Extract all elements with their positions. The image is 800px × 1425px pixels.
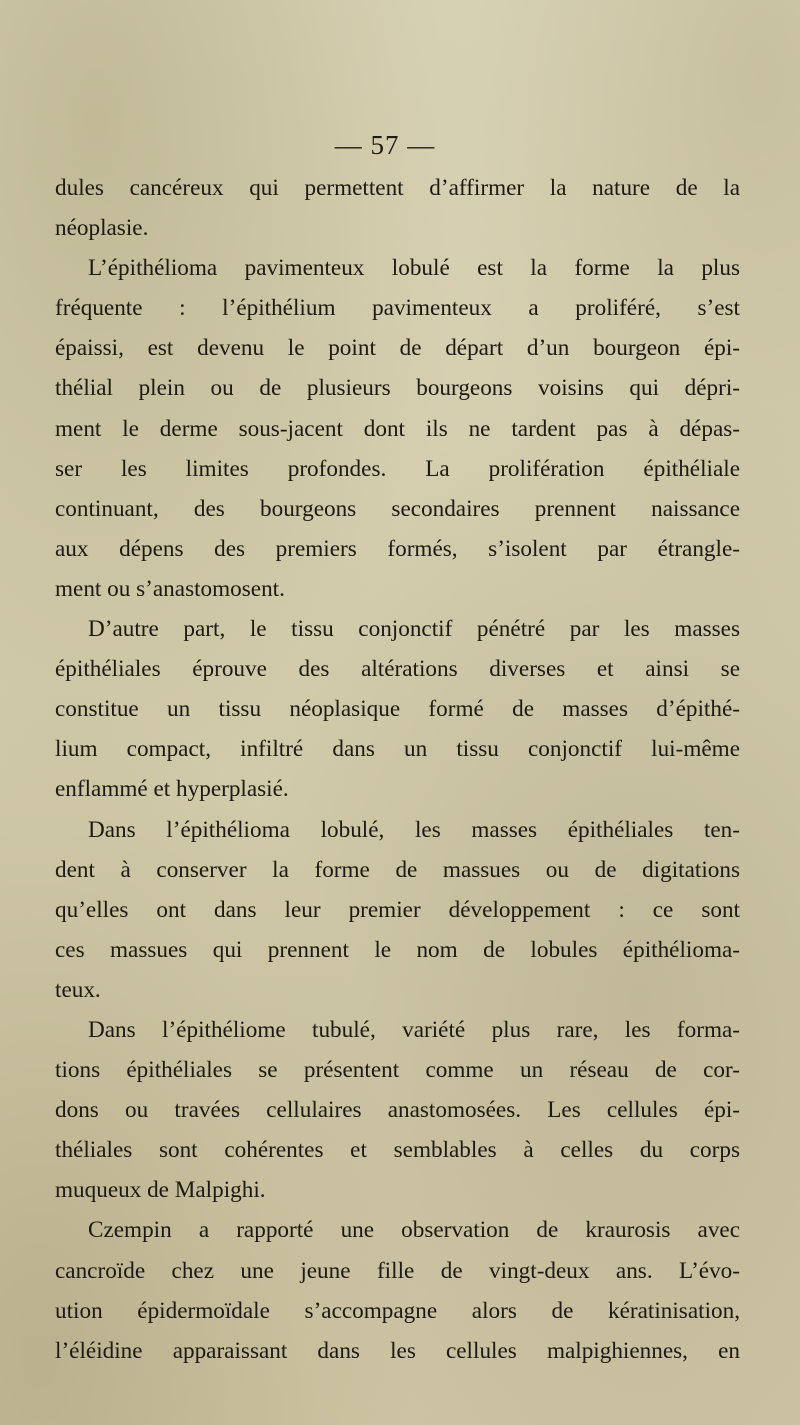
- text-line: continuant, des bourgeons secondaires prennent naissance: [55, 495, 740, 522]
- paragraph: [55, 248, 740, 609]
- text-line: aux dépens des premiers formés, s’isolent par étrangle-: [55, 535, 740, 562]
- text-line: ment ou s’anastomosent.: [55, 575, 285, 602]
- text-line: dons ou travées cellulaires anastomosées. Les cellules épi-: [55, 1097, 740, 1124]
- text-line: fréquente : l’épithélium pavimenteux a proliféré, s’est: [55, 295, 740, 322]
- paragraph: [55, 1210, 740, 1370]
- text-line: Dans l’épithéliome tubulé, variété plus rare, les forma-: [88, 1016, 740, 1043]
- paragraph: [55, 1010, 740, 1210]
- paragraph: [55, 810, 740, 1010]
- page-number: — 57 —: [334, 130, 436, 160]
- text-line: enflammé et hyperplasié.: [55, 776, 289, 803]
- paragraph: [55, 168, 740, 248]
- text-line: ces massues qui prennent le nom de lobules épithélioma-: [55, 936, 740, 963]
- text-line: thélial plein ou de plusieurs bourgeons voisins qui dépri-: [55, 375, 740, 402]
- text-line: épithéliales éprouve des altérations diverses et ainsi se: [55, 656, 740, 683]
- text-line: épaissi, est devenu le point de départ d’un bourgeon épi-: [55, 335, 740, 362]
- text-line: Dans l’épithélioma lobulé, les masses épithéliales ten-: [88, 816, 740, 843]
- text-line: qu’elles ont dans leur premier développement : ce sont: [55, 896, 740, 923]
- text-line: L’épithélioma pavimenteux lobulé est la forme la plus: [88, 255, 740, 282]
- text-line: teux.: [55, 976, 101, 1003]
- text-line: tions épithéliales se présentent comme un réseau de cor-: [55, 1057, 740, 1084]
- text-line: dules cancéreux qui permettent d’affirmer la nature de la: [55, 175, 740, 201]
- text-line: lium compact, infiltré dans un tissu conjonctif lui-même: [55, 736, 740, 763]
- text-line: ser les limites profondes. La prolifération épithéliale: [55, 455, 740, 482]
- text-line: néoplasie.: [55, 215, 149, 242]
- body-text: [55, 168, 740, 1371]
- text-line: ution épidermoïdale s’accompagne alors de kératinisation,: [55, 1297, 740, 1324]
- text-line: théliales sont cohérentes et semblables à celles du corps: [55, 1137, 740, 1164]
- text-line: l’éléidine apparaissant dans les cellules malpighiennes, en: [55, 1337, 740, 1364]
- text-line: constitue un tissu néoplasique formé de masses d’épithé-: [55, 696, 740, 723]
- text-line: cancroïde chez une jeune fille de vingt-deux ans. L’évo-: [55, 1257, 740, 1284]
- text-line: Czempin a rapporté une observation de kraurosis avec: [88, 1217, 740, 1244]
- text-line: dent à conserver la forme de massues ou de digitations: [55, 856, 740, 883]
- text-line: D’autre part, le tissu conjonctif pénétré par les masses: [88, 616, 740, 643]
- paragraph: [55, 609, 740, 809]
- text-line: muqueux de Malpighi.: [55, 1177, 266, 1204]
- text-line: ment le derme sous-jacent dont ils ne tardent pas à dépas-: [55, 415, 740, 442]
